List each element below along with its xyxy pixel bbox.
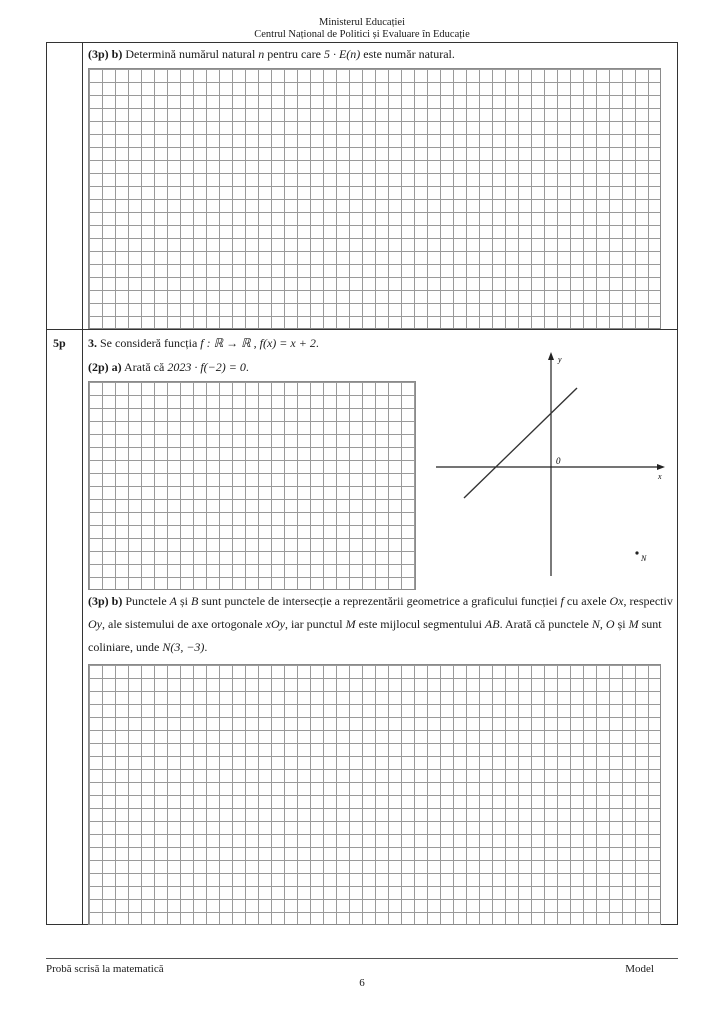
y-axis-arrow: [548, 352, 554, 360]
exercise-3-intro-end: .: [315, 336, 319, 350]
text-segment: este mijlocul segmentului: [358, 617, 482, 631]
header-ministry: Ministerul Educației: [318, 17, 406, 28]
text-segment: și: [617, 617, 626, 631]
exercise-3a-label: (2p) a): [88, 360, 122, 374]
exercise-3b-statement: [88, 590, 678, 659]
point-n: [635, 551, 638, 554]
origin-label: 0: [556, 456, 561, 466]
answer-grid-2b[interactable]: [88, 68, 661, 329]
axis-oy: Oy: [88, 617, 102, 631]
exercise-3a-statement: [88, 360, 249, 374]
graph-line: [464, 388, 577, 498]
text-segment: și: [180, 594, 189, 608]
exercise-2b-text: Determină numărul natural: [125, 47, 256, 61]
expression-2023: 2023 · f(−2) = 0: [167, 360, 246, 374]
var-o: O: [605, 617, 615, 631]
text-segment: . Arată că punctele: [499, 617, 589, 631]
row-divider: [47, 329, 677, 330]
var-b: B: [191, 594, 199, 608]
footer-subject: Probă scrisă la matematică: [46, 963, 164, 975]
exercise-3a-text: Arată că: [124, 360, 165, 374]
system-xoy: xOy: [265, 617, 285, 631]
exercise-3-number: 3.: [88, 336, 97, 350]
exercise-2b-text-middle: pentru care: [267, 47, 321, 61]
text-segment: .: [204, 640, 208, 654]
exercise-2b-label: (3p) b): [88, 47, 123, 61]
point-n-coords: N(3, −3): [162, 640, 205, 654]
header-center: Centrul Național de Politici și Evaluare în Educație: [254, 29, 470, 40]
answer-grid-3b[interactable]: [88, 664, 661, 925]
text-segment: Punctele: [125, 594, 167, 608]
page-header: [0, 17, 724, 41]
exercise-3a-end: .: [245, 360, 249, 374]
exercise-3b-label: (3p) b): [88, 594, 123, 608]
text-segment: sunt coliniare, unde: [88, 617, 662, 654]
text-segment: cu axele: [566, 594, 607, 608]
point-n-label: N: [641, 554, 647, 563]
exercise-3-intro: Se consideră funcția: [100, 336, 198, 350]
axes: [436, 352, 665, 576]
text-segment: , ale sistemului de axe ortogonale: [102, 617, 263, 631]
axis-ox: Ox: [609, 594, 624, 608]
var-m: M: [345, 617, 356, 631]
exercise-2b-statement: [88, 47, 455, 61]
answer-grid-3a[interactable]: [88, 381, 416, 590]
page-number: 6: [359, 977, 365, 989]
y-label: y: [558, 355, 562, 364]
text-segment: sunt punctele de intersecție a reprezentării geometrice a graficului funcției: [201, 594, 558, 608]
footer-divider: [46, 958, 678, 959]
footer-model: Model: [625, 963, 654, 975]
var-n: n: [258, 47, 265, 61]
var-f: f: [560, 594, 564, 608]
exercise-2b-text-end: este număr natural.: [363, 47, 455, 61]
column-divider: [82, 43, 83, 924]
var-n-point: N: [591, 617, 600, 631]
exercise-3-statement: [88, 336, 319, 350]
text-segment: ,: [599, 617, 603, 631]
points-badge: 5p: [53, 336, 66, 350]
x-axis-arrow: [657, 464, 665, 470]
var-m: M: [628, 617, 639, 631]
x-label: x: [658, 472, 662, 481]
function-graph: [430, 348, 670, 578]
function-rule: f(x) = x + 2: [259, 336, 316, 350]
function-definition: f : ℝ → ℝ ,: [200, 336, 257, 350]
var-a: A: [169, 594, 178, 608]
text-segment: , respectiv: [623, 594, 673, 608]
text-segment: , iar punctul: [284, 617, 343, 631]
segment-ab: AB: [484, 617, 500, 631]
expression-5en: 5 · E(n): [323, 47, 361, 61]
